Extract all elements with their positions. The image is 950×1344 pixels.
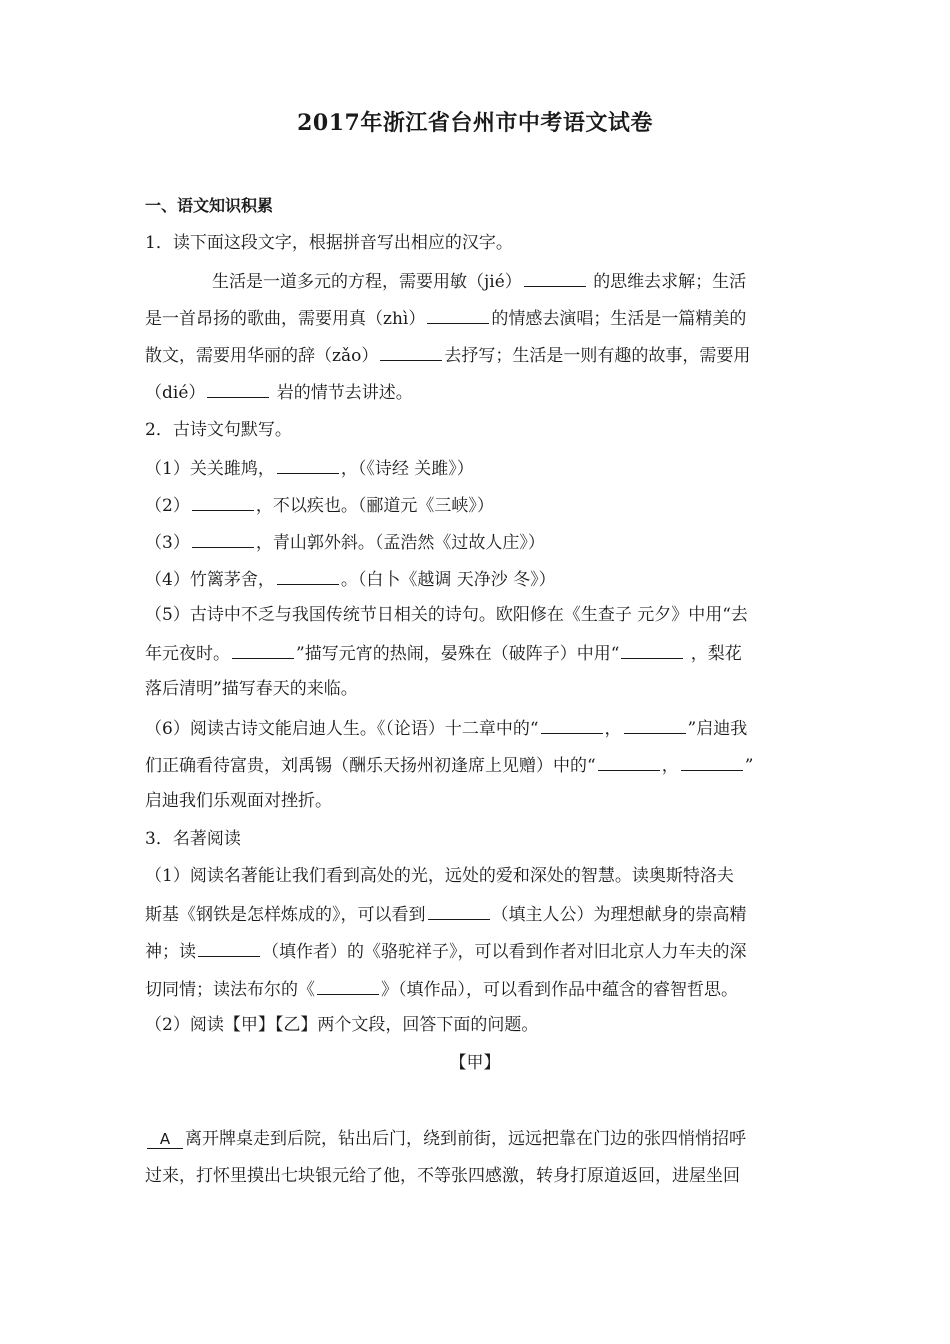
text-span: （1）关关雎鸠， — [145, 459, 275, 479]
text-span: 切同情；读法布尔的《 — [145, 980, 315, 1000]
text-span: 离开牌桌走到后院，钻出后门，绕到前街，远远把靠在门边的张四悄悄招呼 — [185, 1129, 746, 1149]
text-span: 是一首昂扬的歌曲，需要用真（zhì） — [145, 309, 426, 329]
answer-blank[interactable] — [598, 752, 660, 771]
answer-blank[interactable] — [428, 901, 490, 920]
question-2-item — [145, 640, 742, 666]
question-3-line — [145, 976, 738, 1002]
text-span: ， — [604, 719, 622, 739]
text-span: ，不以疾也。（郦道元《三峡》） — [255, 496, 494, 516]
answer-blank[interactable] — [192, 492, 254, 511]
answer-blank[interactable] — [317, 976, 379, 995]
text-span: ”描写元宵的热闹，晏殊在（破阵子）中用“ — [296, 644, 620, 664]
passage-line — [145, 1127, 746, 1151]
question-3-line — [145, 938, 747, 964]
answer-blank[interactable] — [624, 715, 686, 734]
page-title: 2017年浙江省台州市中考语文试卷 — [297, 110, 653, 136]
text-span: （填主人公）为理想献身的崇高精 — [491, 905, 747, 925]
text-span: 们正确看待富贵，刘禹锡（酬乐天扬州初逢席上见赠）中的“ — [145, 756, 596, 776]
answer-blank[interactable] — [621, 640, 683, 659]
question-2-item: （5）古诗中不乏与我国传统节日相关的诗句。欧阳修在《生查子 元夕》中用“去 — [145, 605, 748, 625]
text-span: （dié） — [145, 383, 206, 403]
text-span: （4）竹篱茅舍， — [145, 570, 275, 590]
text-span: 斯基《钢铁是怎样炼成的》，可以看到 — [145, 905, 426, 925]
text-span: ” — [744, 756, 754, 776]
text-span: ”启迪我 — [687, 719, 748, 739]
question-1-line — [145, 342, 750, 368]
answer-blank[interactable] — [541, 715, 603, 734]
question-2-item — [145, 715, 747, 741]
answer-blank[interactable] — [277, 566, 339, 585]
text-span: 散文，需要用华丽的辞（zǎo） — [145, 346, 379, 366]
question-2-item — [145, 529, 545, 555]
text-span: （2） — [145, 496, 190, 516]
question-1-line — [145, 305, 746, 331]
question-1-line — [212, 268, 746, 294]
answer-blank[interactable] — [192, 529, 254, 548]
answer-blank[interactable] — [380, 342, 442, 361]
text-span: （3） — [145, 533, 190, 553]
answer-blank[interactable] — [198, 938, 260, 957]
text-span: 岩的情节去讲述。 — [276, 383, 413, 403]
text-span: （填作者）的《骆驼祥子》，可以看到作者对旧北京人力车夫的深 — [262, 942, 747, 962]
text-span: 去抒写；生活是一则有趣的故事，需要用 — [444, 346, 751, 366]
question-3-prompt: 3．名著阅读 — [145, 829, 241, 849]
text-span: ， — [661, 756, 679, 776]
text-span: 》（填作品），可以看到作品中蕴含的睿智哲思。 — [381, 980, 738, 1000]
text-span: 。（白卜《越调 天净沙 冬》） — [340, 570, 556, 590]
question-3-line — [145, 901, 747, 927]
answer-blank[interactable] — [681, 752, 743, 771]
text-span: ，（《诗经 关雎》） — [340, 459, 474, 479]
question-1-prompt: 1．读下面这段文字，根据拼音写出相应的汉字。 — [145, 233, 513, 253]
question-1-line — [145, 379, 413, 405]
answer-blank[interactable] — [427, 305, 489, 324]
question-2-item — [145, 752, 753, 778]
text-span: 的情感去演唱；生活是一篇精美的 — [491, 309, 747, 329]
text-span: 的思维去求解；生活 — [593, 272, 747, 292]
passage-heading: 【甲】 — [449, 1053, 501, 1073]
answer-blank[interactable] — [207, 379, 269, 398]
question-2-item — [145, 455, 474, 481]
section-heading: 一、语文知识积累 — [145, 196, 274, 215]
text-span: 神；读 — [145, 942, 196, 962]
question-3-line: （2）阅读【甲】【乙】两个文段，回答下面的问题。 — [145, 1015, 539, 1035]
text-span: （6）阅读古诗文能启迪人生。《（论语）十二章中的“ — [145, 719, 539, 739]
answer-blank[interactable]: A — [147, 1130, 183, 1149]
text-span: 年元夜时。 — [145, 644, 230, 664]
passage-line: 过来，打怀里摸出七块银元给了他，不等张四感激，转身打原道返回，进屋坐回 — [145, 1166, 740, 1186]
text-span: ，梨花 — [690, 644, 742, 664]
question-3-line: （1）阅读名著能让我们看到高处的光，远处的爱和深处的智慧。读奥斯特洛夫 — [145, 866, 734, 886]
answer-blank[interactable] — [524, 268, 586, 287]
answer-blank[interactable] — [277, 455, 339, 474]
question-2-prompt: 2．古诗文句默写。 — [145, 420, 292, 440]
text-span: ，青山郭外斜。（孟浩然《过故人庄》） — [255, 533, 545, 553]
question-2-item: 落后清明”描写春天的来临。 — [145, 679, 358, 699]
question-2-item — [145, 566, 556, 592]
answer-blank[interactable] — [232, 640, 294, 659]
question-2-item: 启迪我们乐观面对挫折。 — [145, 791, 332, 811]
question-2-item — [145, 492, 494, 518]
text-span: 生活是一道多元的方程，需要用敏（jié） — [212, 272, 522, 292]
